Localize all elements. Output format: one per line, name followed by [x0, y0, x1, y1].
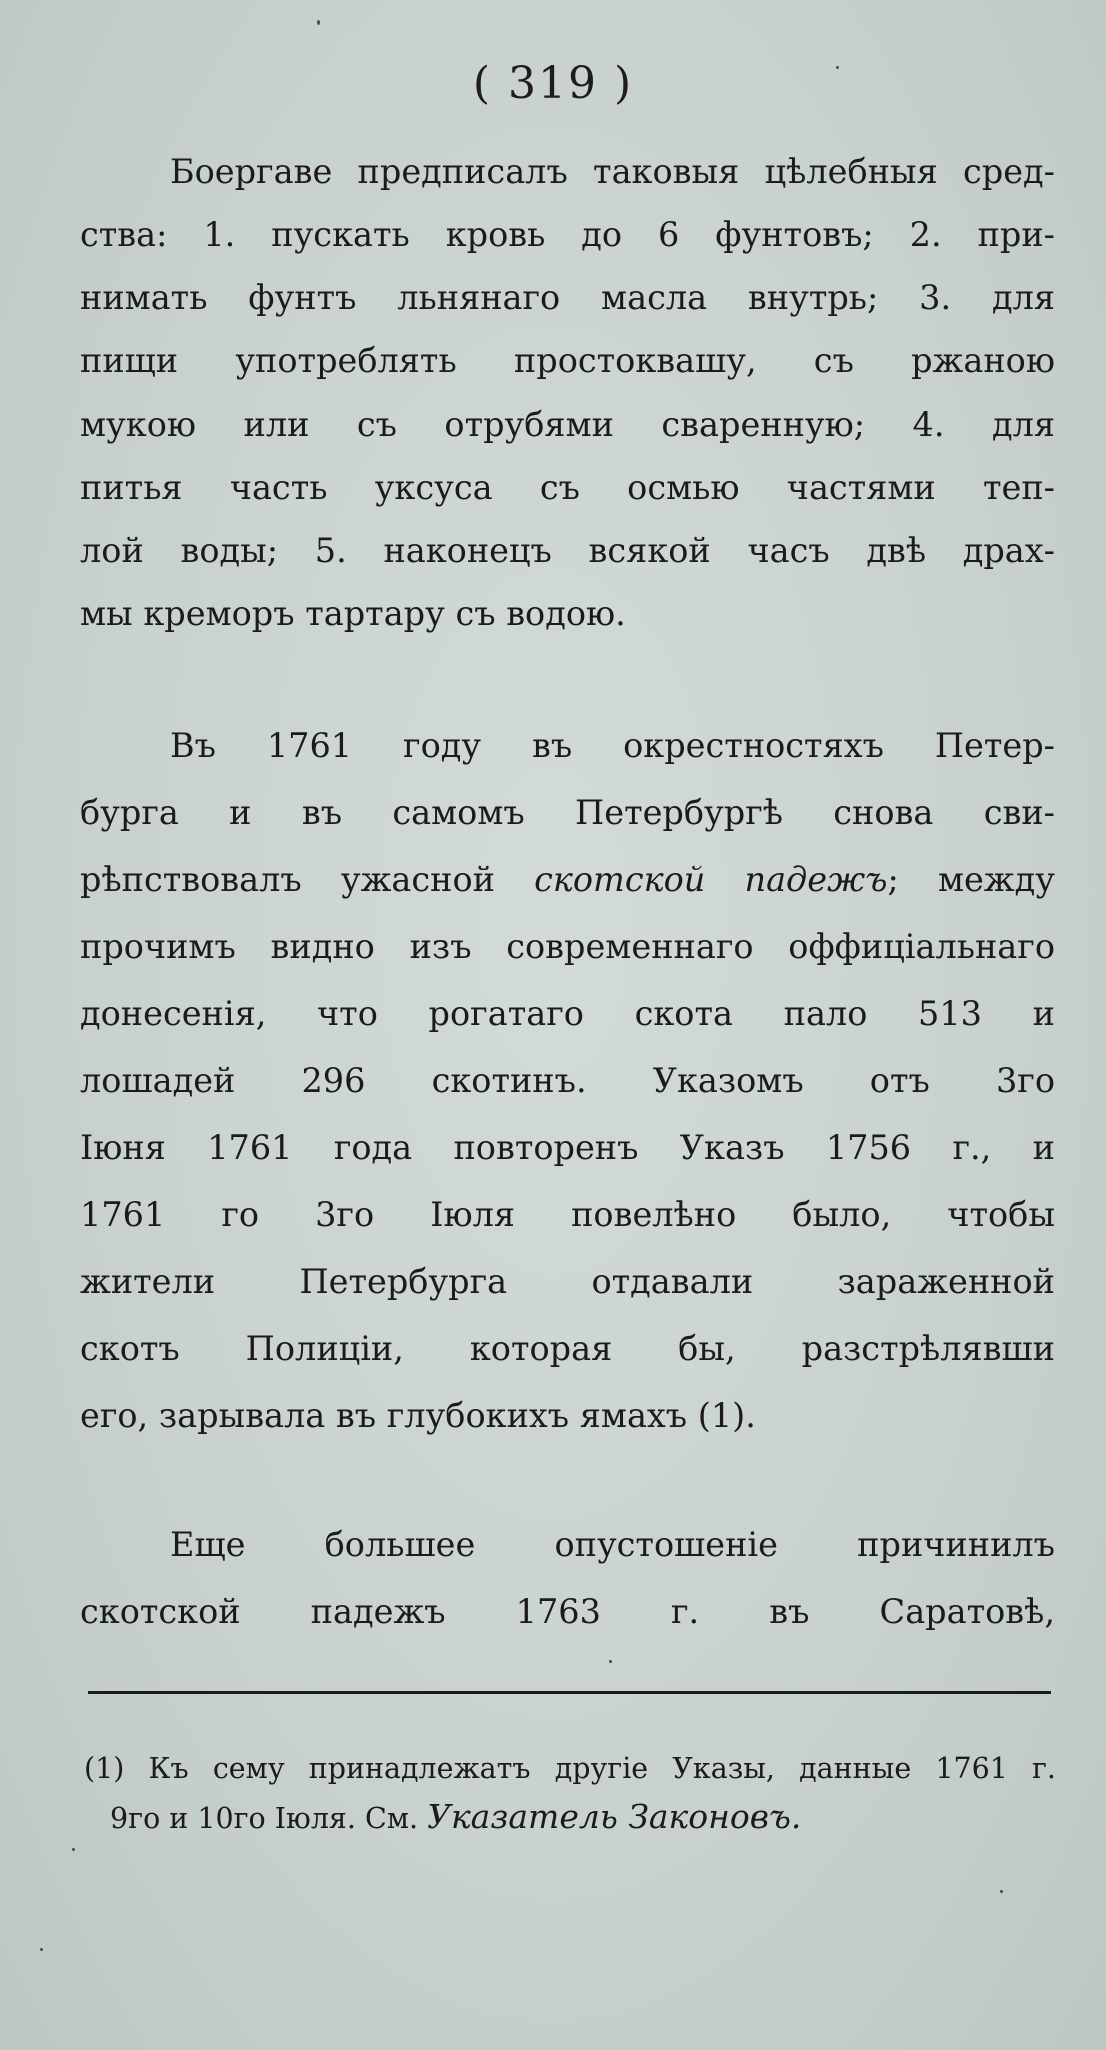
footnote-line [110, 1798, 1056, 1836]
text-line: его, зарывала въ глубокихъ ямахъ (1). [80, 1396, 756, 1435]
text-line: питья часть уксуса съ осмью частями теп- [80, 468, 1055, 507]
text-line: мы кремoръ тартару съ водою. [80, 594, 626, 633]
text-line: нимать фунтъ льнянаго масла внутрь; 3. для [80, 278, 1055, 317]
text-line: скотъ Полиціи, которая бы, разстрѣлявши [80, 1329, 1055, 1368]
footnote-reference-title: Указатель Законовъ. [427, 1797, 802, 1836]
footnote-separator [88, 1691, 1051, 1694]
text-line: мукою или съ отрубями сваренную; 4. для [80, 405, 1055, 444]
text-line: Боергаве предписалъ таковыя цѣлебныя сред- [170, 152, 1055, 191]
text-line: 1761 го 3го Іюля повелѣно было, чтобы [80, 1195, 1055, 1234]
paper-speck [609, 1660, 612, 1663]
paper-speck [836, 66, 839, 69]
text-line-with-emphasis [80, 858, 1055, 902]
text-line: Еще большее опустошеніе причинилъ [170, 1525, 1055, 1564]
paper-speck [317, 20, 320, 25]
text-line: лой воды; 5. наконецъ всякой часъ двѣ драх- [80, 531, 1055, 570]
text-line: пищи употреблять простоквашу, съ ржаною [80, 341, 1055, 380]
text-run: рѣпствовалъ ужасной [80, 860, 535, 899]
footnote-text: 9го и 10го Іюля. См. [110, 1802, 428, 1835]
text-line: прочимъ видно изъ современнаго оффиціальнаго [80, 927, 1055, 966]
footnote-line: (1) Къ сему принадлежатъ другіе Указы, данные 1761 г. [84, 1752, 1056, 1785]
text-line: ства: 1. пускать кровь до 6 фунтовъ; 2. при- [80, 215, 1055, 254]
text-line: лошадей 296 скотинъ. Указомъ отъ 3го [80, 1061, 1055, 1100]
page-number: ( 319 ) [472, 58, 634, 109]
emphasis-text: скотской падежъ [534, 860, 888, 899]
paper-speck [72, 1848, 75, 1851]
text-line: жители Петербурга отдавали зараженной [80, 1262, 1055, 1301]
paper-speck [40, 1948, 43, 1951]
text-line: бурга и въ самомъ Петербургѣ снова сви- [80, 793, 1055, 832]
text-run: ; между [887, 860, 1055, 899]
paper-speck [1000, 1890, 1003, 1893]
text-line: донесенія, что рогатаго скота пало 513 и [80, 994, 1055, 1033]
text-line: Іюня 1761 года повторенъ Указъ 1756 г., и [80, 1128, 1055, 1167]
text-line: Въ 1761 году въ окрестностяхъ Петер- [170, 726, 1055, 765]
text-line: скотской падежъ 1763 г. въ Саратовѣ, [80, 1592, 1055, 1631]
